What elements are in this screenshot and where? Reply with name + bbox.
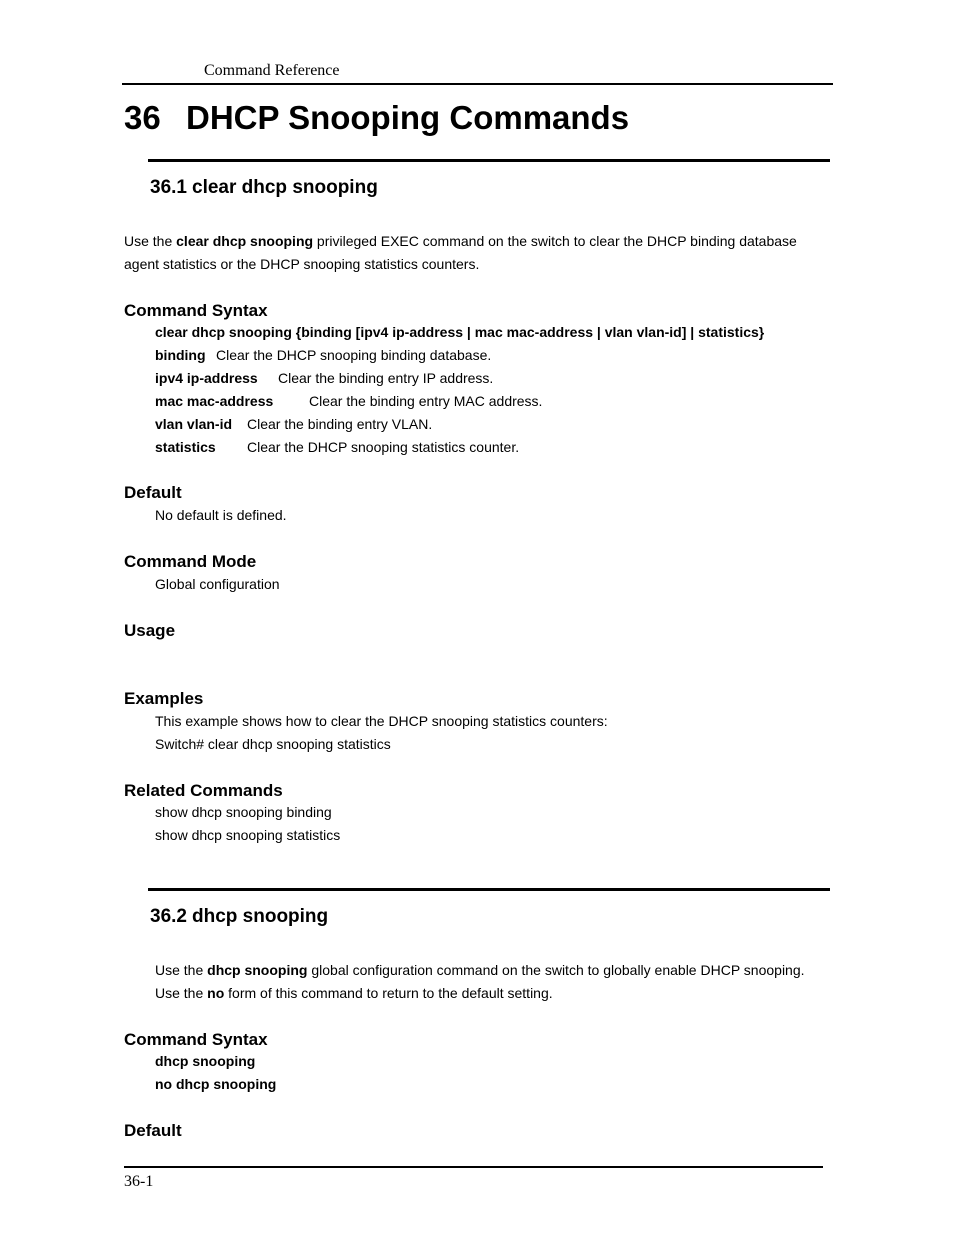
intro-paragraph xyxy=(155,962,805,978)
section-number: 36.1 xyxy=(150,177,187,198)
intro-paragraph xyxy=(124,233,797,249)
header-rule xyxy=(122,83,833,85)
chapter-title-text: DHCP Snooping Commands xyxy=(186,99,630,136)
example-command: Switch# clear dhcp snooping statistics xyxy=(155,736,391,752)
related-command-item: show dhcp snooping binding xyxy=(155,804,332,820)
param-name: ipv4 ip-address xyxy=(155,370,258,386)
intro-paragraph-line2 xyxy=(155,985,553,1001)
page-number: 36-1 xyxy=(124,1173,154,1190)
usage-heading: Usage xyxy=(124,621,176,640)
intro-no-keyword: no xyxy=(207,985,225,1001)
param-desc: Clear the binding entry MAC address. xyxy=(309,393,543,409)
intro-paragraph-line2: agent statistics or the DHCP snooping statistics counters. xyxy=(124,256,480,272)
default-heading: Default xyxy=(124,1121,182,1140)
param-desc: Clear the binding entry VLAN. xyxy=(247,416,433,432)
section-heading xyxy=(150,177,378,199)
command-syntax: dhcp snooping xyxy=(155,1053,256,1069)
param-name: mac mac-address xyxy=(155,393,274,409)
command-syntax: no dhcp snooping xyxy=(155,1076,277,1092)
section-title: clear dhcp snooping xyxy=(192,177,378,198)
section-rule xyxy=(148,159,830,162)
intro-text: form of this command to return to the default setting. xyxy=(224,985,553,1001)
example-text: This example shows how to clear the DHCP snooping statistics counters: xyxy=(155,713,608,729)
param-name: binding xyxy=(155,347,206,363)
default-heading: Default xyxy=(124,483,182,502)
chapter-title xyxy=(124,99,629,137)
param-desc: Clear the DHCP snooping statistics counter. xyxy=(247,439,520,455)
command-syntax: clear dhcp snooping {binding [ipv4 ip-address | mac mac-address | vlan vlan-id] | statistics} xyxy=(155,324,765,340)
param-name: statistics xyxy=(155,439,216,455)
section-rule xyxy=(148,888,830,891)
command-mode-text: Global configuration xyxy=(155,576,280,592)
intro-command: clear dhcp snooping xyxy=(176,233,314,249)
intro-text: Use the xyxy=(124,233,177,249)
intro-text: global configuration command on the switch to globally enable DHCP snooping. xyxy=(307,962,805,978)
intro-text: Use the xyxy=(155,962,208,978)
intro-text: privileged EXEC command on the switch to clear the DHCP binding database xyxy=(313,233,797,249)
param-name: vlan vlan-id xyxy=(155,416,233,432)
related-command-item: show dhcp snooping statistics xyxy=(155,827,341,843)
param-desc: Clear the binding entry IP address. xyxy=(278,370,494,386)
section-heading xyxy=(150,906,328,928)
intro-text: Use the xyxy=(155,985,208,1001)
command-syntax-heading: Command Syntax xyxy=(124,301,268,320)
param-row xyxy=(155,347,206,363)
footer-rule xyxy=(124,1166,823,1168)
intro-command: dhcp snooping xyxy=(207,962,308,978)
param-desc: Clear the DHCP snooping binding database. xyxy=(216,347,492,363)
section-title: dhcp snooping xyxy=(192,906,329,927)
running-header: Command Reference xyxy=(204,62,340,79)
section-number: 36.2 xyxy=(150,906,187,927)
command-mode-heading: Command Mode xyxy=(124,552,257,571)
default-text: No default is defined. xyxy=(155,507,287,523)
chapter-number: 36 xyxy=(124,99,161,136)
related-commands-heading: Related Commands xyxy=(124,781,283,800)
command-syntax-heading: Command Syntax xyxy=(124,1030,268,1049)
examples-heading: Examples xyxy=(124,689,204,708)
